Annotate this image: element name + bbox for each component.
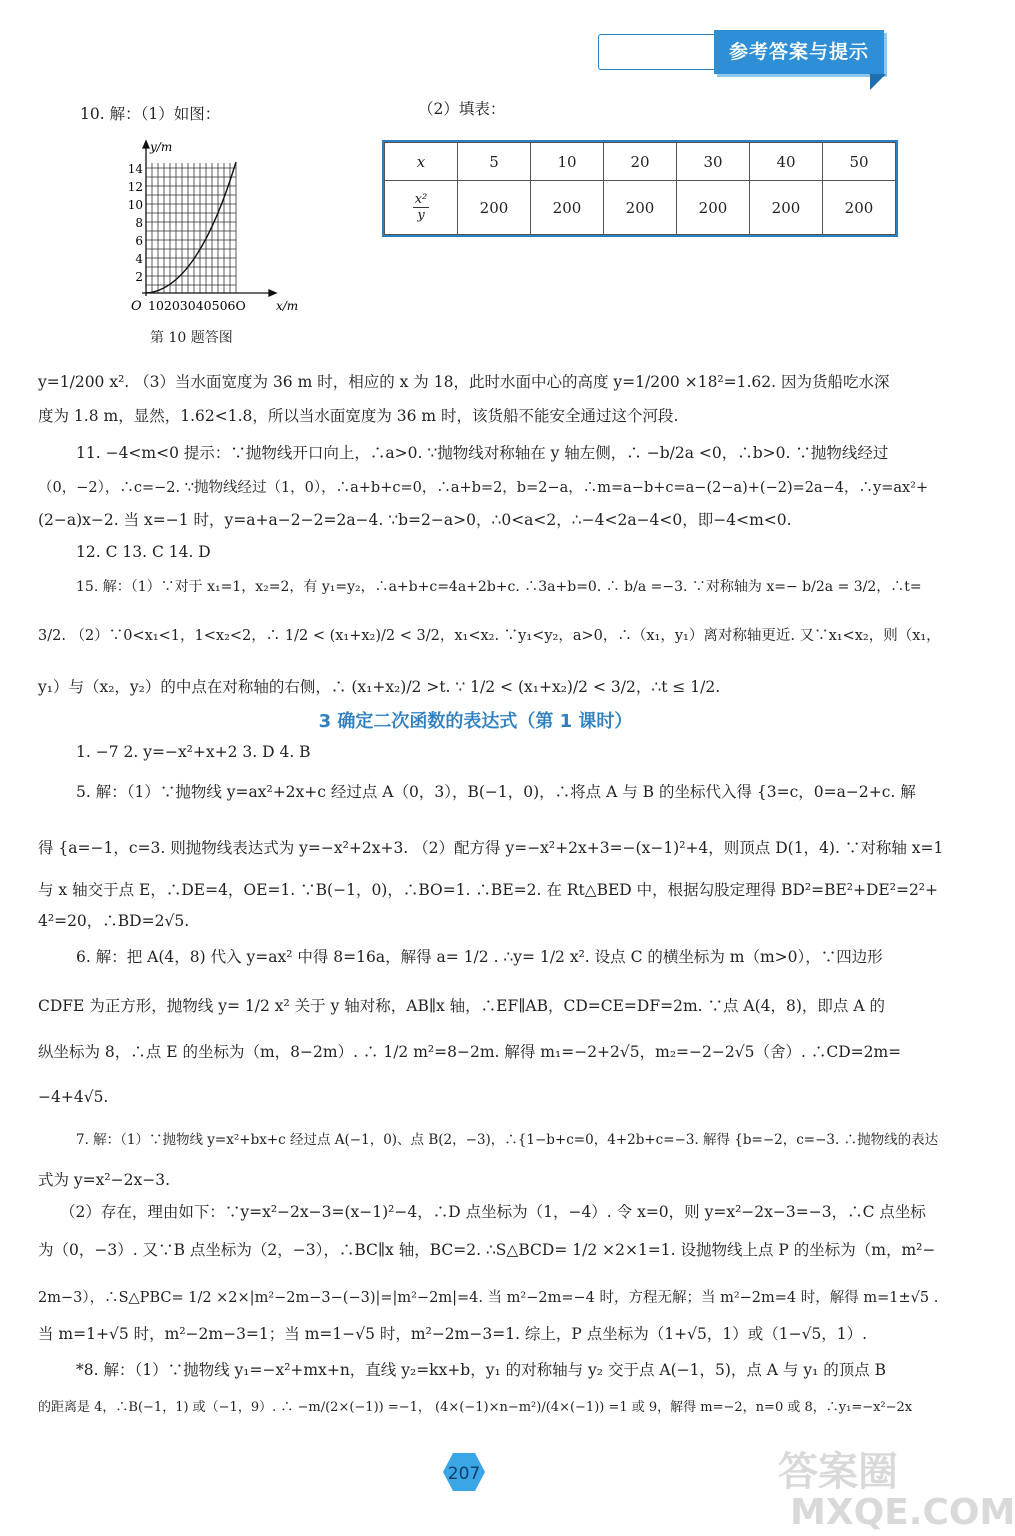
table-cell: 200 (823, 181, 896, 235)
fill-table-frame (382, 140, 898, 237)
watermark-top: 答案圈 (778, 1449, 898, 1495)
ytick: 14 (127, 162, 143, 176)
text-line: 7. 解：（1）∵抛物线 y=x²+bx+c 经过点 A(−1，0)、点 B(2，−3)，∴{1−b+c=0，4+2b+c=−3. 解得 {b=−2，c=−3. ∴抛物线的表达 (76, 1132, 939, 1148)
text-line: 当 m=1+√5 时，m²−2m−3=1；当 m=1−√5 时，m²−2m−3=1. 综上，P 点坐标为（1+√5，1）或（1−√5，1）. (38, 1325, 868, 1343)
q10-graph (112, 138, 302, 318)
text-line: y=1/200 x². （3）当水面宽度为 36 m 时，相应的 x 为 18，此时水面中心的高度 y=1/200 ×18²=1.62. 因为货船吃水深 (38, 373, 890, 391)
ratio-denominator: y (417, 208, 425, 223)
page-number: 207 (447, 1464, 481, 1484)
text-line: 4²=20，∴BD=2√5. (38, 912, 190, 930)
table-cell: 200 (531, 181, 604, 235)
text-line: （0，−2），∴c=−2. ∵抛物线经过（1，0），∴a+b+c=0，∴a+b=2，b=2−a，∴m=a−b+c=a−(2−a)+(−2)=2a−4，∴y=ax²+ (38, 480, 929, 496)
page-number-badge (442, 1452, 486, 1492)
ytick: 10 (127, 198, 143, 212)
text-line: *8. 解：（1）∵抛物线 y₁=−x²+mx+n，直线 y₂=kx+b，y₁ 的对称轴与 y₂ 交于点 A(−1，5)，点 A 与 y₁ 的顶点 B (76, 1361, 887, 1379)
text-line: 纵坐标为 8，∴点 E 的坐标为（m，8−2m）. ∴ 1/2 m²=8−2m. 解得 m₁=−2+2√5，m₂=−2−2√5（舍）. ∴CD=2m= (38, 1043, 902, 1061)
text-line: 2m−3），∴S△PBC= 1/2 ×2×|m²−2m−3−(−3)|=|m²−2m|=4. 当 m²−2m=−4 时，方程无解；当 m²−2m=4 时，解得 m=1±√5 . (38, 1290, 939, 1306)
text-line: 5. 解：（1）∵抛物线 y=ax²+2x+c 经过点 A（0，3），B(−1，0)，∴将点 A 与 B 的坐标代入得 {3=c，0=a−2+c. 解 (76, 783, 916, 801)
text-line: (2−a)x−2. 当 x=−1 时，y=a+a−2−2=2a−4. ∵b=2−a>0，∴0<a<2，∴−4<2a−4<0，即−4<m<0. (38, 511, 792, 529)
text-line: 与 x 轴交于点 E，∴DE=4，OE=1. ∵B(−1，0)，∴BO=1. ∴BE=2. 在 Rt△BED 中，根据勾股定理得 BD²=BE²+DE²=2²+ (38, 881, 939, 899)
text-line: 度为 1.8 m，显然，1.62<1.8，所以当水面宽度为 36 m 时，该货船不能安全通过这个河段. (38, 407, 679, 425)
header-empty-box (598, 34, 718, 70)
text-line: （2）存在，理由如下：∵y=x²−2x−3=(x−1)²−4，∴D 点坐标为（1，−4）. 令 x=0，则 y=x²−2x−3=−3，∴C 点坐标 (60, 1203, 926, 1221)
graph-parabola (146, 162, 236, 293)
ytick: 4 (135, 252, 143, 266)
graph-ylabel: y/m (150, 140, 173, 154)
table-cell: 5 (458, 143, 531, 181)
text-line: 15. 解：（1）∵对于 x₁=1，x₂=2，有 y₁=y₂，∴a+b+c=4a+2b+c. ∴3a+b=0. ∴ b/a =−3. ∵对称轴为 x=− b/2a = 3/2，∴t= (76, 579, 922, 595)
text-line: 1. −7 2. y=−x²+x+2 3. D 4. B (76, 743, 311, 761)
text-line: 为（0，−3）. 又∵B 点坐标为（2，−3），∴BC∥x 轴，BC=2. ∴S△BCD= 1/2 ×2×1=1. 设抛物线上点 P 的坐标为（m，m²− (38, 1241, 936, 1259)
ytick: 6 (135, 234, 143, 248)
header-tab: 参考答案与提示 (714, 30, 884, 74)
section-title: 3 确定二次函数的表达式（第 1 课时） (318, 711, 633, 732)
text-line: 3/2. （2）∵0<x₁<1，1<x₂<2，∴ 1/2 < (x₁+x₂)/2 < 3/2，x₁<x₂. ∵y₁<y₂，a>0，∴（x₁，y₁）离对称轴更近. 又∵x₁<x₂，则（x₁， (38, 628, 941, 644)
table-head-ratio (385, 181, 458, 235)
table-cell: 10 (531, 143, 604, 181)
graph-xlabel: x/m (276, 299, 299, 313)
graph-origin: O (131, 299, 142, 314)
q10-heading: 10. 解：（1）如图： (80, 105, 221, 123)
table-cell: 20 (604, 143, 677, 181)
ytick: 8 (135, 216, 143, 230)
graph-xticks: 10203040506O (148, 298, 246, 313)
ratio-numerator: x² (414, 192, 428, 207)
q10-table-intro: （2）填表： (418, 100, 506, 118)
text-line: 11. −4<m<0 提示：∵抛物线开口向上，∴a>0. ∵抛物线对称轴在 y 轴左侧，∴ −b/2a <0，∴b>0. ∵抛物线经过 (76, 444, 889, 462)
table-cell: 50 (823, 143, 896, 181)
text-line: 6. 解：把 A(4，8) 代入 y=ax² 中得 8=16a，解得 a= 1/2 . ∴y= 1/2 x². 设点 C 的横坐标为 m（m>0），∵四边形 (76, 948, 883, 966)
text-line: 式为 y=x²−2x−3. (38, 1171, 170, 1189)
graph-grid (146, 163, 236, 293)
table-cell: 40 (750, 143, 823, 181)
table-cell: 200 (458, 181, 531, 235)
text-line: y₁）与（x₂，y₂）的中点在对称轴的右侧，∴ (x₁+x₂)/2 >t. ∵ 1/2 < (x₁+x₂)/2 < 3/2，∴t ≤ 1/2. (38, 678, 721, 696)
fill-table (384, 142, 896, 235)
graph-axes (142, 141, 276, 296)
ytick: 12 (127, 180, 143, 194)
table-cell: 200 (677, 181, 750, 235)
text-line: CDFE 为正方形，抛物线 y= 1/2 x² 关于 y 轴对称，AB∥x 轴，∴EF∥AB，CD=CE=DF=2m. ∵点 A(4，8)，即点 A 的 (38, 997, 885, 1015)
table-cell: 30 (677, 143, 750, 181)
text-line: 得 {a=−1，c=3. 则抛物线表达式为 y=−x²+2x+3. （2）配方得 y=−x²+2x+3=−(x−1)²+4，则顶点 D(1，4). ∵对称轴 x=1 (38, 839, 944, 857)
text-line: −4+4√5. (38, 1088, 109, 1106)
table-head-x: x (385, 143, 458, 181)
graph-caption: 第 10 题答图 (150, 330, 233, 346)
table-cell: 200 (750, 181, 823, 235)
text-line: 的距离是 4，∴B(−1，1) 或（−1，9）. ∴ −m/(2×(−1)) =−1， (4×(−1)×n−m²)/(4×(−1)) =1 或 9，解得 m=−2，n=0 或 8，∴y₁=−x²−2x (38, 1400, 913, 1415)
ytick: 2 (135, 270, 143, 284)
text-line: 12. C 13. C 14. D (76, 543, 211, 561)
table-cell: 200 (604, 181, 677, 235)
header-tab-fold (870, 74, 886, 90)
watermark-bottom: MXQE.COM (790, 1492, 1015, 1533)
